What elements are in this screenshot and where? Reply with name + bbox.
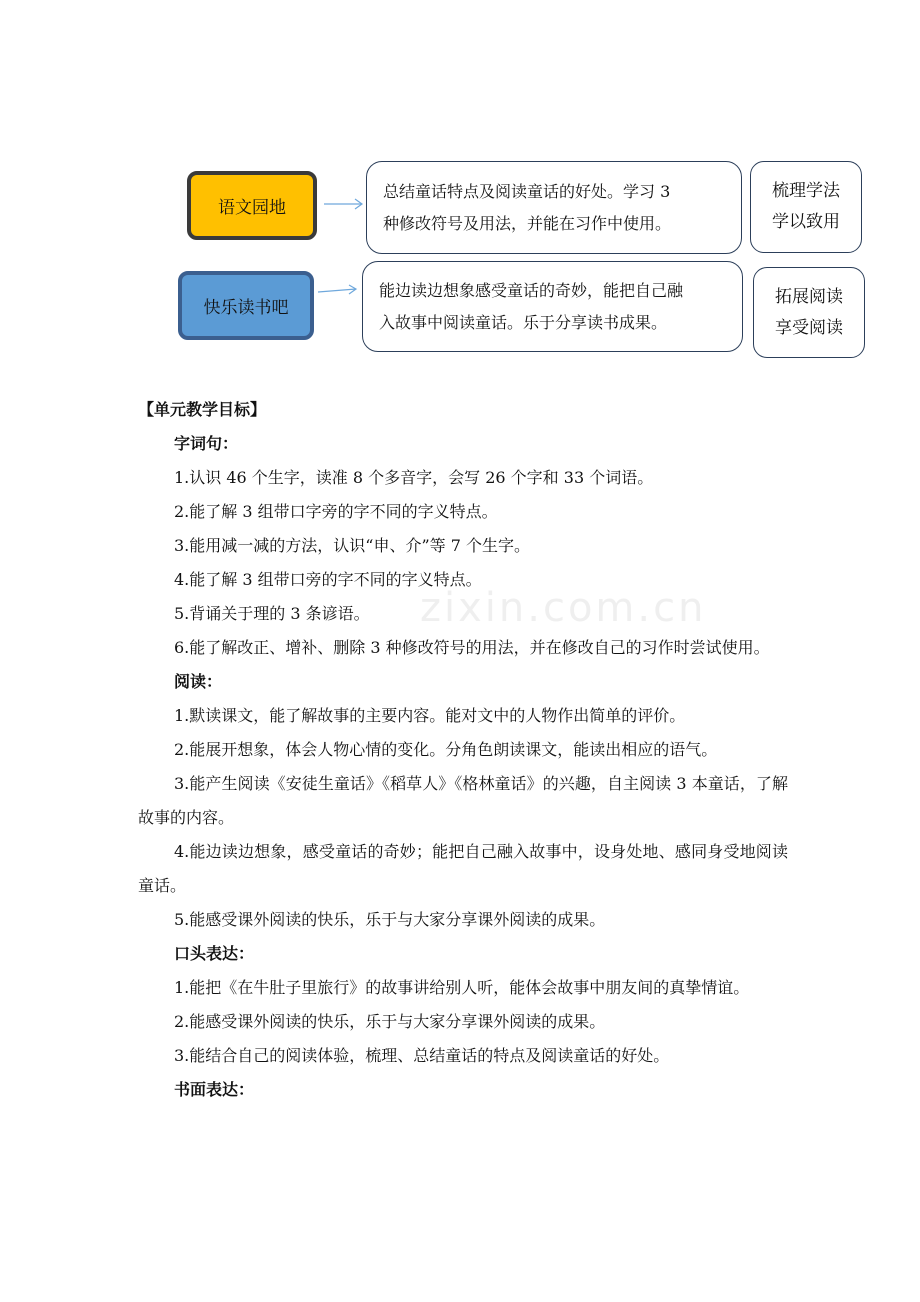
objectives-section [138, 393, 788, 1107]
summary-line: 学以致用 [772, 212, 840, 232]
list-item: 3.能产生阅读《安徒生童话》《稻草人》《格林童话》的兴趣，自主阅读 3 本童话，了解故事的内容。 [138, 774, 788, 827]
summary-line: 拓展阅读 [775, 286, 843, 307]
description-line: 总结童话特点及阅读童话的好处。学习 3 [383, 181, 671, 201]
arrow-right-icon [316, 283, 360, 299]
description-line: 种修改符号及用法，并能在习作中使用。 [383, 213, 672, 233]
list-item: 1.默读课文，能了解故事的主要内容。能对文中的人物作出简单的评价。 [174, 706, 686, 725]
list-item: 3.能结合自己的阅读体验，梳理、总结童话的特点及阅读童话的好处。 [174, 1046, 670, 1065]
list-item: 3.能用减一减的方法，认识“申、介”等 7 个生字。 [174, 536, 530, 555]
arrow-right-icon [322, 196, 366, 212]
section-title: 【单元教学目标】 [138, 400, 267, 419]
list-item: 5.能感受课外阅读的快乐，乐于与大家分享课外阅读的成果。 [174, 910, 606, 929]
tag-label: 语文园地 [218, 198, 286, 218]
summary-box [753, 267, 865, 358]
list-item: 2.能展开想象，体会人物心情的变化。分角色朗读课文，能读出相应的语气。 [174, 740, 718, 759]
subheading-reading: 阅读： [174, 672, 223, 691]
watermark: zixin.com.cn [420, 585, 707, 631]
summary-box [750, 161, 862, 253]
list-item: 4.能了解 3 组带口旁的字不同的字义特点。 [174, 570, 482, 589]
subheading-words: 字词句： [174, 434, 239, 453]
list-item: 2.能了解 3 组带口字旁的字不同的字义特点。 [174, 502, 498, 521]
tag-kuaile-dushuba [178, 271, 314, 340]
description-line: 能边读边想象感受童话的奇妙，能把自己融 [379, 280, 684, 300]
list-item: 4.能边读边想象，感受童话的奇妙；能把自己融入故事中，设身处地、感同身受地阅读童话。 [138, 842, 788, 895]
tag-yuwen-yuandi [187, 171, 317, 240]
summary-line: 享受阅读 [775, 317, 843, 338]
subheading-written: 书面表达： [174, 1080, 255, 1099]
summary-line: 梳理学法 [772, 181, 840, 201]
description-line: 入故事中阅读童话。乐于分享读书成果。 [379, 312, 668, 332]
list-item: 5.背诵关于理的 3 条谚语。 [174, 604, 370, 623]
description-box [366, 161, 742, 254]
list-item: 6.能了解改正、增补、删除 3 种修改符号的用法，并在修改自己的习作时尝试使用。 [174, 638, 770, 657]
list-item: 1.认识 46 个生字，读准 8 个多音字，会写 26 个字和 33 个词语。 [174, 468, 654, 487]
description-box [362, 261, 743, 352]
subheading-oral: 口头表达： [174, 944, 255, 963]
list-item: 2.能感受课外阅读的快乐，乐于与大家分享课外阅读的成果。 [174, 1012, 606, 1031]
tag-label: 快乐读书吧 [203, 298, 289, 318]
list-item: 1.能把《在牛肚子里旅行》的故事讲给别人听，能体会故事中朋友间的真挚情谊。 [174, 978, 750, 997]
